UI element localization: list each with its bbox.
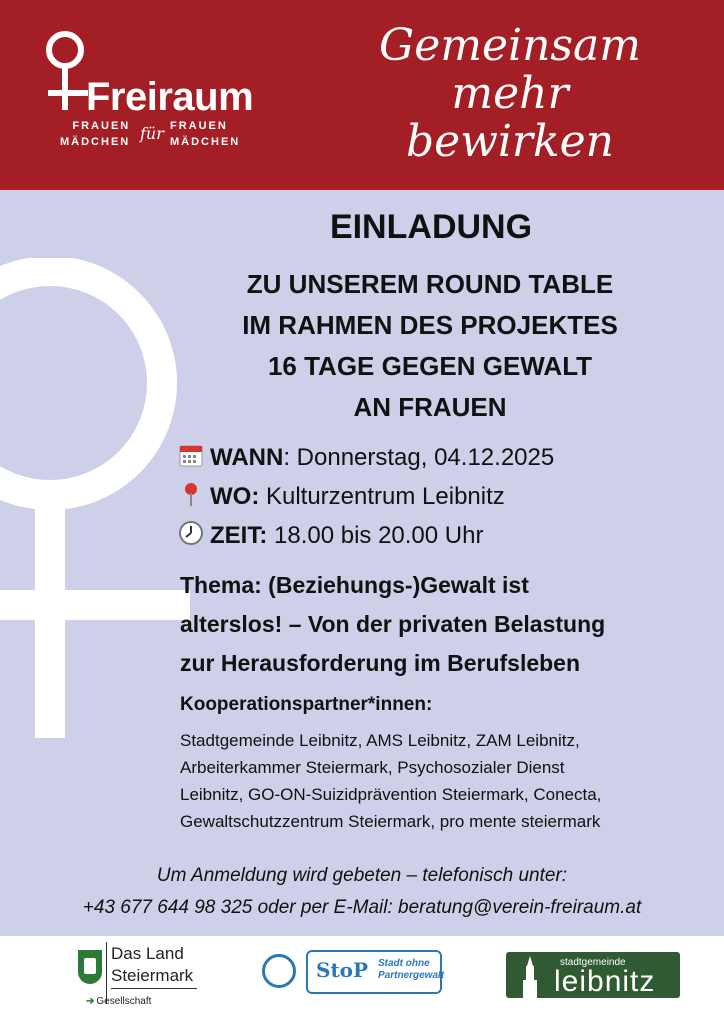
steiermark-crest-icon: [78, 950, 102, 984]
info-time: ZEIT: 18.00 bis 20.00 Uhr: [178, 520, 483, 550]
leibnitz-logo: stadtgemeinde leibnitz: [506, 952, 680, 998]
page-title: EINLADUNG: [329, 208, 533, 246]
info-where: WO: Kulturzentrum Leibnitz: [178, 481, 505, 511]
theme-text: Thema: (Beziehungs-)Gewalt ist alterslos! – Von der privaten Belastung zur Herausforderung im Berufsleben: [180, 572, 606, 676]
logo-tag-left: FRAUEN MÄDCHEN: [60, 120, 131, 148]
logo-wordmark: Freiraum: [86, 75, 254, 119]
info-when: WANN: Donnerstag, 04.12.2025: [178, 442, 554, 472]
arrow-right-icon: ➔: [86, 996, 95, 1007]
tower-icon: [520, 956, 540, 998]
logo-tag-right: FRAUEN MÄDCHEN: [170, 120, 241, 148]
pin-icon: [178, 481, 204, 507]
partners-title: Kooperationspartner*innen:: [180, 694, 433, 715]
slogan-line: mehr: [451, 68, 569, 119]
freiraum-logo: [40, 30, 280, 160]
footer-logos: [0, 936, 724, 1024]
slogan-line: Gemeinsam: [379, 20, 641, 71]
steiermark-logo: Das Land Steiermark ➔ Gesellschaft: [78, 942, 198, 1012]
subtitle: [200, 264, 660, 428]
header-banner: [0, 0, 724, 190]
calendar-icon: [178, 442, 204, 468]
slogan-line: bewirken: [405, 116, 614, 167]
partners-list: Stadtgemeinde Leibnitz, AMS Leibnitz, ZAM Leibnitz, Arbeiterkammer Steiermark, Psychosozialer Dienst Leibnitz, GO-ON-Suizidprävention Steiermark, Conecta, Gewaltschutzzentrum Steiermark, pro mente steiermark: [180, 731, 602, 831]
subtitle-line: AN FRAUEN: [353, 392, 507, 422]
subtitle-line: 16 TAGE GEGEN GEWALT: [267, 351, 593, 381]
stop-logo: StoP Stadt ohne Partnergewalt: [262, 950, 444, 996]
clock-icon: [178, 520, 204, 546]
stop-circle-icon: [262, 954, 296, 988]
subtitle-line: IM RAHMEN DES PROJEKTES: [242, 310, 618, 340]
registration-note: Um Anmeldung wird gebeten – telefonisch unter: +43 677 644 98 325 oder per E-Mail: beratung@verein-freiraum.at: [82, 865, 642, 918]
logo-tag-fuer: für: [140, 124, 164, 143]
slogan: [320, 22, 700, 166]
subtitle-line: ZU UNSEREM ROUND TABLE: [246, 269, 614, 299]
